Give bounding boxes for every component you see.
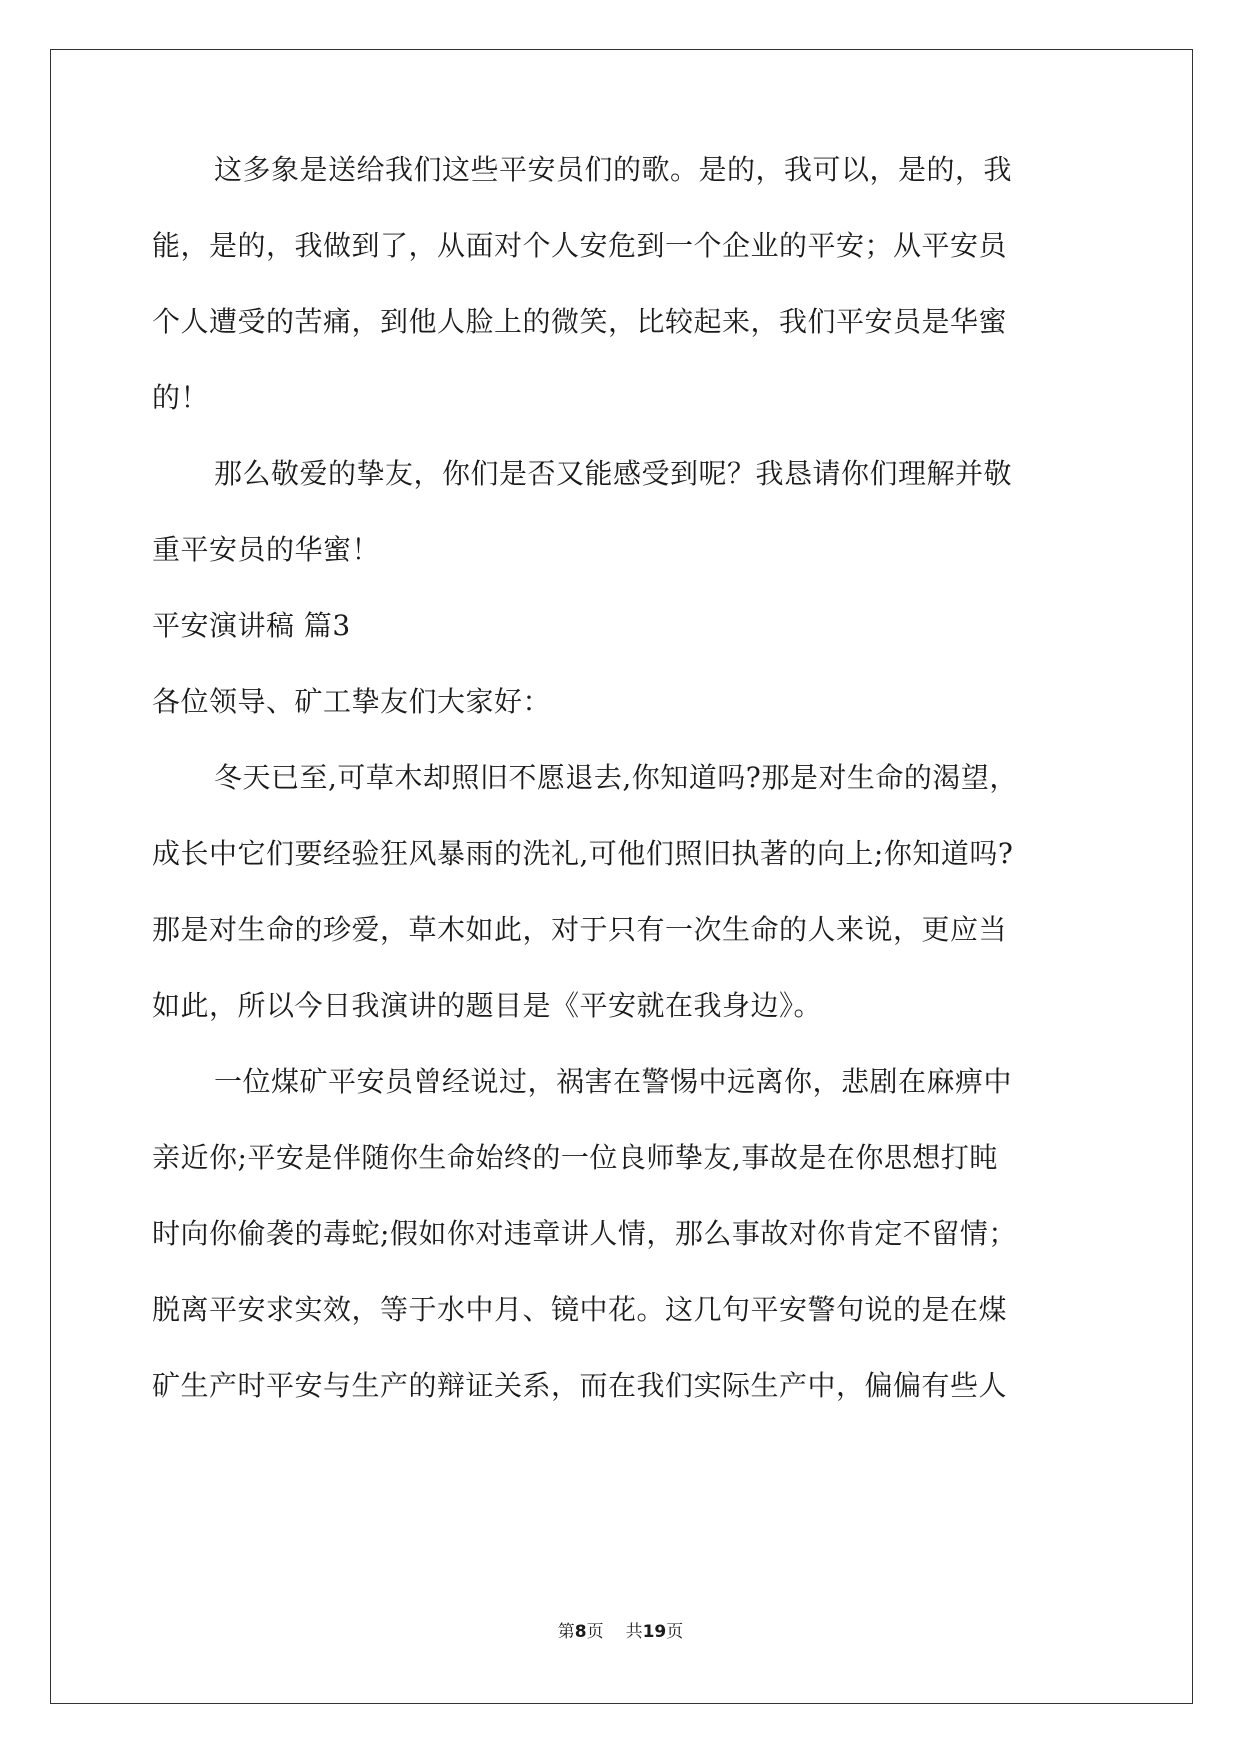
paragraph-line: 个人遭受的苦痛，到他人脸上的微笑，比较起来，我们平安员是华蜜 <box>152 305 1008 338</box>
page-border <box>50 49 1193 1704</box>
paragraph-line: 的！ <box>152 381 210 414</box>
paragraph-line: 如此，所以今日我演讲的题目是《平安就在我身边》。 <box>152 989 823 1022</box>
total-prefix: 共 <box>625 1622 643 1642</box>
paragraph-line: 一位煤矿平安员曾经说过，祸害在警惕中远离你，悲剧在麻痹中 <box>214 1065 1013 1098</box>
paragraph-line: 重平安员的华蜜！ <box>152 533 381 566</box>
total-pages: 19 <box>642 1622 667 1642</box>
paragraph-line: 这多象是送给我们这些平安员们的歌。是的，我可以，是的，我 <box>214 153 1013 186</box>
page-prefix: 第 <box>557 1622 575 1642</box>
paragraph-line: 那么敬爱的挚友，你们是否又能感受到呢？我恳请你们理解并敬 <box>214 457 1013 490</box>
paragraph-line: 时向你偷袭的毒蛇;假如你对违章讲人情，那么事故对你肯定不留情； <box>152 1217 1017 1250</box>
paragraph-line: 脱离平安求实效，等于水中月、镜中花。这几句平安警句说的是在煤 <box>152 1293 1008 1326</box>
page-number: 8 <box>574 1622 587 1642</box>
paragraph-line: 亲近你;平安是伴随你生命始终的一位良师挚友,事故是在你思想打盹 <box>152 1141 998 1174</box>
page-footer <box>0 1620 1241 1644</box>
total-suffix: 页 <box>666 1622 684 1642</box>
section-heading: 平安演讲稿 篇3 <box>152 609 351 642</box>
paragraph-line: 矿生产时平安与生产的辩证关系，而在我们实际生产中，偏偏有些人 <box>152 1369 1008 1402</box>
salutation: 各位领导、矿工挚友们大家好： <box>152 685 552 718</box>
paragraph-line: 能，是的，我做到了，从面对个人安危到一个企业的平安；从平安员 <box>152 229 1008 262</box>
page-suffix: 页 <box>586 1622 604 1642</box>
paragraph-line: 那是对生命的珍爱，草木如此，对于只有一次生命的人来说，更应当 <box>152 913 1008 946</box>
paragraph-line: 冬天已至,可草木却照旧不愿退去,你知道吗?那是对生命的渴望， <box>214 761 1018 794</box>
paragraph-line: 成长中它们要经验狂风暴雨的洗礼,可他们照旧执著的向上;你知道吗? <box>152 837 1014 870</box>
